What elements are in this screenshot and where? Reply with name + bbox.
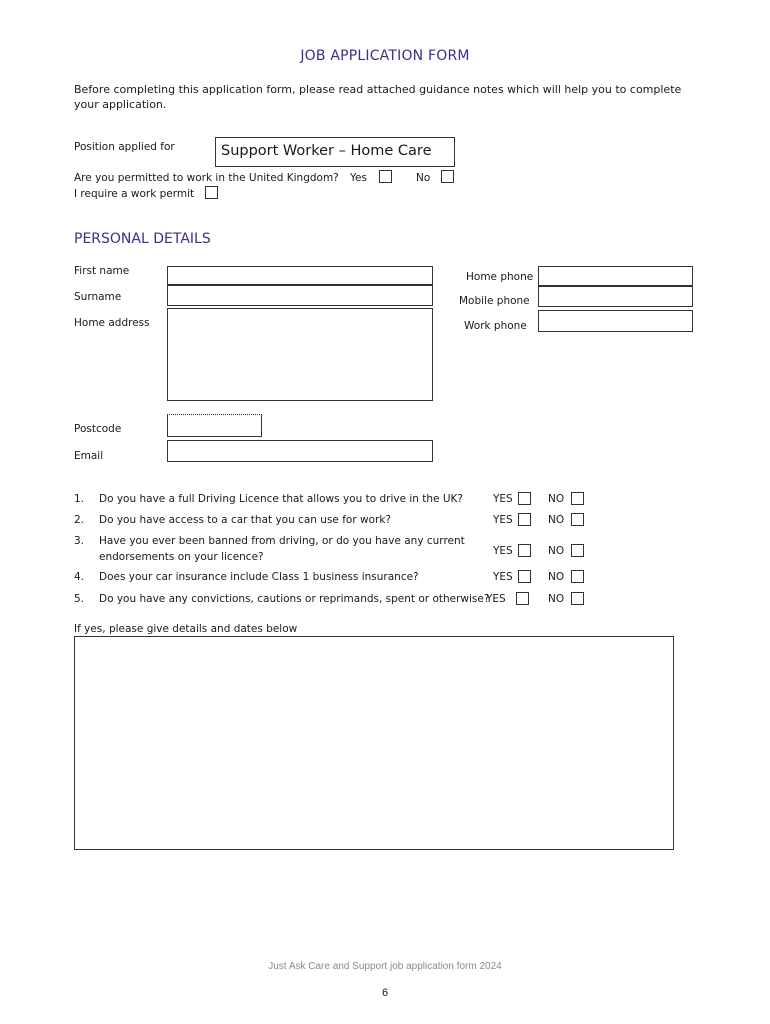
question-4-no-checkbox[interactable] <box>571 570 584 583</box>
require-permit-label: I require a work permit <box>74 188 195 200</box>
question-5-number: 5. <box>74 593 85 605</box>
question-3-no-checkbox[interactable] <box>571 544 584 557</box>
require-permit-checkbox[interactable] <box>205 186 218 199</box>
work-phone-field[interactable] <box>538 310 693 332</box>
question-3-text-line1: Have you ever been banned from driving, or do you have any current <box>99 535 465 547</box>
email-input[interactable] <box>168 443 432 463</box>
form-title: JOB APPLICATION FORM <box>300 48 470 64</box>
permit-yes-label: Yes <box>350 172 367 184</box>
question-1-no-checkbox[interactable] <box>571 492 584 505</box>
question-1-text: Do you have a full Driving Licence that allows you to drive in the UK? <box>99 493 463 505</box>
first-name-label: First name <box>74 265 130 277</box>
question-1-no-label: NO <box>548 493 565 505</box>
home-phone-field[interactable] <box>538 266 693 286</box>
question-3-number: 3. <box>74 535 85 547</box>
home-address-input[interactable] <box>168 309 432 400</box>
permit-yes-checkbox[interactable] <box>379 170 392 183</box>
question-3-yes-checkbox[interactable] <box>518 544 531 557</box>
mobile-phone-field[interactable] <box>538 286 693 307</box>
personal-details-heading: PERSONAL DETAILS <box>74 231 211 247</box>
question-5-no-checkbox[interactable] <box>571 592 584 605</box>
details-label: If yes, please give details and dates below <box>74 623 298 635</box>
intro-text: Before completing this application form, please read attached guidance notes which will help you to complete your application. <box>74 83 682 111</box>
question-4-no-label: NO <box>548 571 565 583</box>
details-field[interactable] <box>74 636 674 850</box>
home-address-label: Home address <box>74 317 150 329</box>
question-2-yes-label: YES <box>493 514 513 526</box>
question-4-text: Does your car insurance include Class 1 business insurance? <box>99 571 419 583</box>
question-2-number: 2. <box>74 514 85 526</box>
question-2-no-checkbox[interactable] <box>571 513 584 526</box>
home-address-field[interactable] <box>167 308 433 401</box>
question-1-number: 1. <box>74 493 85 505</box>
mobile-phone-label: Mobile phone <box>459 295 530 307</box>
surname-input[interactable] <box>168 288 432 307</box>
question-5-text: Do you have any convictions, cautions or reprimands, spent or otherwise? <box>99 593 490 605</box>
details-input[interactable] <box>75 637 673 849</box>
question-3-no-label: NO <box>548 545 565 557</box>
position-label: Position applied for <box>74 141 175 153</box>
question-1-yes-checkbox[interactable] <box>518 492 531 505</box>
question-1-yes-label: YES <box>493 493 513 505</box>
permit-no-checkbox[interactable] <box>441 170 454 183</box>
question-5-yes-label: YES <box>486 593 506 605</box>
surname-label: Surname <box>74 291 122 303</box>
postcode-input[interactable] <box>168 416 261 437</box>
question-5-no-label: NO <box>548 593 565 605</box>
permit-question: Are you permitted to work in the United Kingdom? <box>74 172 339 184</box>
permit-no-label: No <box>416 172 431 184</box>
email-label: Email <box>74 450 104 462</box>
first-name-field[interactable] <box>167 266 433 285</box>
question-5-yes-checkbox[interactable] <box>516 592 529 605</box>
question-2-no-label: NO <box>548 514 565 526</box>
home-phone-label: Home phone <box>466 271 534 283</box>
question-3-yes-label: YES <box>493 545 513 557</box>
page-number: 6 <box>381 987 389 999</box>
work-phone-label: Work phone <box>464 320 527 332</box>
question-4-number: 4. <box>74 571 85 583</box>
email-field[interactable] <box>167 440 433 462</box>
home-phone-input[interactable] <box>539 270 692 288</box>
question-2-text: Do you have access to a car that you can use for work? <box>99 514 391 526</box>
question-4-yes-label: YES <box>493 571 513 583</box>
mobile-phone-input[interactable] <box>539 289 692 308</box>
postcode-label: Postcode <box>74 423 122 435</box>
work-phone-input[interactable] <box>539 313 692 333</box>
surname-field[interactable] <box>167 285 433 306</box>
question-4-yes-checkbox[interactable] <box>518 570 531 583</box>
question-3-text-line2: endorsements on your licence? <box>99 551 264 563</box>
postcode-field[interactable] <box>167 414 262 437</box>
footer-text: Just Ask Care and Support job application form 2024 <box>268 961 502 972</box>
question-2-yes-checkbox[interactable] <box>518 513 531 526</box>
position-field[interactable]: Support Worker – Home Care <box>215 137 455 167</box>
